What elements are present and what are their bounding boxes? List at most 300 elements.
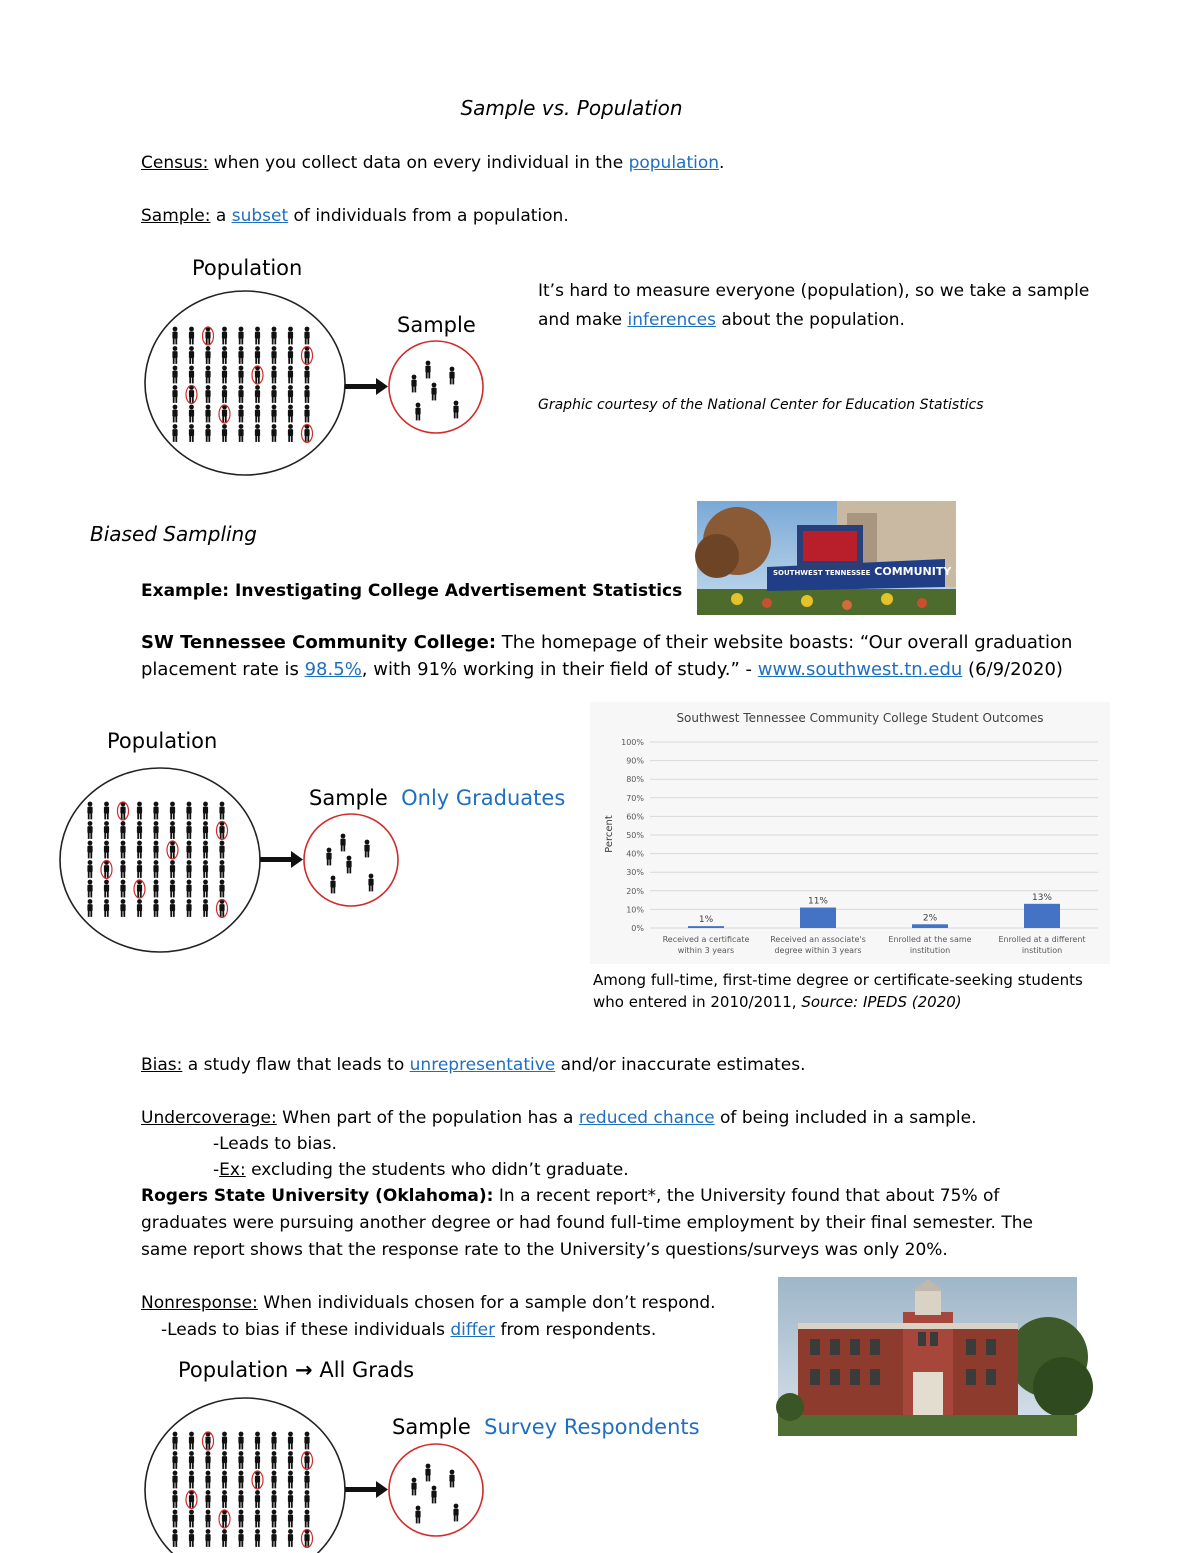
- figure1-diagram: [140, 285, 500, 480]
- quote-text-mid: , with 91% working in their field of study.” -: [361, 659, 758, 680]
- subset-link[interactable]: subset: [231, 206, 289, 226]
- person-icon: [120, 899, 125, 917]
- inferences-link[interactable]: inferences: [627, 310, 716, 330]
- person-icon: [222, 1529, 227, 1547]
- person-icon: [87, 821, 92, 839]
- figure3-population-label: [178, 1358, 414, 1382]
- person-icon: [87, 860, 92, 878]
- person-icon: [222, 366, 227, 384]
- college-sign-photo: [697, 501, 1011, 615]
- example-term: Ex:: [219, 1160, 246, 1180]
- person-icon: [104, 860, 109, 878]
- person-icon: [255, 385, 260, 403]
- person-icon: [238, 366, 243, 384]
- person-icon: [271, 366, 276, 384]
- person-icon: [255, 1451, 260, 1469]
- person-icon: [170, 880, 175, 898]
- person-icon: [219, 841, 224, 859]
- person-icon: [288, 366, 293, 384]
- person-icon: [271, 1510, 276, 1528]
- person-icon: [87, 841, 92, 859]
- person-icon: [222, 1471, 227, 1489]
- biased-sampling-heading: Biased Sampling: [90, 522, 257, 546]
- person-icon: [170, 821, 175, 839]
- chart-ytick-label: 100%: [621, 738, 644, 747]
- person-icon: [205, 366, 210, 384]
- arrow-right-icon: [260, 851, 303, 868]
- arrow-right-icon: [345, 378, 388, 395]
- person-icon: [205, 1529, 210, 1547]
- rogers-line3: same report shows that the response rate to the University’s questions/surveys was only 20%.: [141, 1240, 948, 1260]
- person-icon: [137, 860, 142, 878]
- chart-xtick-label: Received an associate's: [770, 935, 866, 944]
- chart-bar: [688, 926, 724, 928]
- population-people: [172, 327, 312, 443]
- rogers-text1: In a recent report*, the University found that about 75% of: [493, 1186, 1000, 1206]
- person-icon: [104, 899, 109, 917]
- population-people: [87, 802, 227, 918]
- person-icon: [153, 802, 158, 820]
- person-icon: [238, 327, 243, 345]
- person-icon: [288, 1490, 293, 1508]
- person-icon: [153, 880, 158, 898]
- person-icon: [219, 860, 224, 878]
- person-icon: [222, 1432, 227, 1450]
- person-icon: [137, 880, 142, 898]
- figure3-sample-note: Survey Respondents: [484, 1415, 700, 1439]
- person-icon: [238, 1451, 243, 1469]
- reduced-chance-link[interactable]: reduced chance: [578, 1108, 715, 1128]
- person-icon: [271, 1529, 276, 1547]
- person-icon: [288, 1451, 293, 1469]
- person-icon: [189, 1451, 194, 1469]
- sample-text-before: a: [210, 206, 232, 226]
- undercoverage-term: Undercoverage:: [141, 1108, 277, 1128]
- person-icon: [255, 366, 260, 384]
- side-note-line1: It’s hard to measure everyone (population), so we take a sample: [538, 281, 1090, 301]
- outcomes-chart: [590, 702, 1110, 964]
- example-text: excluding the students who didn’t graduate.: [245, 1160, 629, 1180]
- chart-caption-line1: Among full-time, first-time degree or certificate-seeking students: [593, 971, 1083, 989]
- chart-xtick-label: within 3 years: [677, 946, 735, 955]
- person-icon: [271, 385, 276, 403]
- person-icon: [368, 874, 373, 892]
- person-icon: [170, 899, 175, 917]
- quote-text-before: placement rate is: [141, 659, 305, 680]
- university-building-photo: [778, 1277, 1077, 1436]
- person-icon: [238, 1490, 243, 1508]
- person-icon: [304, 1432, 309, 1450]
- person-icon: [172, 1490, 177, 1508]
- person-icon: [364, 840, 369, 858]
- chart-data-label: 2%: [922, 913, 938, 924]
- person-icon: [304, 385, 309, 403]
- side-note-text-after: about the population.: [715, 310, 905, 330]
- person-icon: [219, 880, 224, 898]
- person-icon: [255, 346, 260, 364]
- chart-ytick-label: 70%: [626, 793, 644, 803]
- population-people: [172, 1432, 312, 1548]
- bias-text: a study flaw that leads to: [182, 1055, 410, 1075]
- chart-bar: [1024, 904, 1060, 928]
- person-icon: [271, 1451, 276, 1469]
- person-icon: [186, 841, 191, 859]
- side-note-text: and make: [538, 310, 628, 330]
- nonresponse-definition: [141, 1291, 716, 1315]
- nonresponse-point-after: from respondents.: [495, 1320, 657, 1340]
- person-icon: [87, 899, 92, 917]
- person-icon: [137, 821, 142, 839]
- person-icon: [104, 841, 109, 859]
- person-icon: [271, 1432, 276, 1450]
- person-icon: [238, 1471, 243, 1489]
- person-icon: [205, 1471, 210, 1489]
- person-icon: [222, 424, 227, 442]
- unrepresentative-link[interactable]: unrepresentative: [409, 1055, 556, 1075]
- person-icon: [271, 1490, 276, 1508]
- person-icon: [288, 1529, 293, 1547]
- person-icon: [255, 1490, 260, 1508]
- college-quote-line1: [141, 631, 1072, 655]
- population-link[interactable]: population: [628, 153, 720, 173]
- person-icon: [172, 424, 177, 442]
- undercoverage-text: When part of the population has a: [276, 1108, 579, 1128]
- chart-data-label: 13%: [1031, 892, 1053, 903]
- chart-ytick-label: 40%: [626, 849, 644, 859]
- building-image: [778, 1277, 1077, 1436]
- person-icon: [189, 1510, 194, 1528]
- person-icon: [170, 841, 175, 859]
- person-icon: [411, 1478, 416, 1496]
- person-icon: [186, 821, 191, 839]
- person-icon: [288, 1432, 293, 1450]
- person-icon: [304, 346, 309, 364]
- sample-term: Sample:: [141, 206, 211, 226]
- person-icon: [189, 1471, 194, 1489]
- sign-main: COMMUNITY COLLEGE: [874, 565, 1011, 578]
- chart-bar: [800, 908, 836, 928]
- person-icon: [172, 1510, 177, 1528]
- person-icon: [137, 841, 142, 859]
- person-icon: [205, 1451, 210, 1469]
- person-icon: [346, 856, 351, 874]
- quote-text: The homepage of their website boasts: “Our overall graduation: [496, 632, 1073, 653]
- person-icon: [288, 385, 293, 403]
- college-sign-image: [697, 501, 956, 615]
- person-icon: [222, 327, 227, 345]
- person-icon: [120, 821, 125, 839]
- person-icon: [255, 1529, 260, 1547]
- person-icon: [449, 367, 454, 385]
- person-icon: [205, 405, 210, 423]
- person-icon: [238, 1432, 243, 1450]
- person-icon: [87, 802, 92, 820]
- chart-ytick-label: 20%: [626, 886, 644, 896]
- sample-text-after: of individuals from a population.: [288, 206, 569, 226]
- figure2-sample-note: Only Graduates: [401, 786, 566, 810]
- person-icon: [255, 405, 260, 423]
- person-icon: [203, 841, 208, 859]
- person-icon: [186, 860, 191, 878]
- arrow-right-icon: →: [295, 1358, 313, 1382]
- person-icon: [431, 1486, 436, 1504]
- chart-caption-line2: [593, 991, 962, 1013]
- chart-xtick-label: institution: [1021, 946, 1063, 955]
- sample-circle: [304, 814, 398, 906]
- person-icon: [238, 346, 243, 364]
- person-icon: [304, 1510, 309, 1528]
- person-icon: [222, 346, 227, 364]
- person-icon: [120, 802, 125, 820]
- person-icon: [120, 841, 125, 859]
- person-icon: [271, 327, 276, 345]
- person-icon: [326, 848, 331, 866]
- chart-source: Source: IPEDS (2020): [801, 993, 962, 1011]
- rogers-name: Rogers State University (Oklahoma):: [141, 1186, 494, 1206]
- chart-title: Southwest Tennessee Community College Student Outcomes: [676, 711, 1044, 725]
- figure3-population-text: Population: [178, 1358, 289, 1382]
- figure2-diagram: [55, 760, 415, 955]
- chart-caption-text: who entered in 2010/2011,: [593, 993, 802, 1011]
- person-icon: [330, 876, 335, 894]
- sample-circle: [389, 1444, 483, 1536]
- figure2-sample-text: Sample: [309, 786, 388, 810]
- college-quote-line2: [141, 658, 1063, 682]
- person-icon: [271, 1471, 276, 1489]
- person-icon: [186, 802, 191, 820]
- person-icon: [304, 405, 309, 423]
- population-circle: [145, 291, 345, 475]
- person-icon: [255, 424, 260, 442]
- census-term: Census:: [141, 153, 209, 173]
- sample-definition: [141, 204, 569, 228]
- person-icon: [304, 1529, 309, 1547]
- nonresponse-point-text: -Leads to bias if these individuals: [161, 1320, 451, 1340]
- person-icon: [172, 327, 177, 345]
- person-icon: [304, 327, 309, 345]
- person-icon: [120, 880, 125, 898]
- chart-ytick-label: 60%: [626, 812, 644, 822]
- person-icon: [189, 385, 194, 403]
- person-icon: [222, 1490, 227, 1508]
- person-icon: [172, 1471, 177, 1489]
- person-icon: [288, 327, 293, 345]
- person-icon: [415, 1506, 420, 1524]
- sample-people: [411, 1464, 458, 1524]
- person-icon: [104, 802, 109, 820]
- person-icon: [172, 1451, 177, 1469]
- person-icon: [304, 1490, 309, 1508]
- bias-term: Bias:: [141, 1055, 183, 1075]
- person-icon: [203, 860, 208, 878]
- person-icon: [449, 1470, 454, 1488]
- person-icon: [425, 361, 430, 379]
- chart-xtick-label: Enrolled at a different: [998, 935, 1086, 944]
- person-icon: [186, 899, 191, 917]
- arrow-right-icon: [345, 1481, 388, 1498]
- population-circle: [60, 768, 260, 952]
- person-icon: [219, 899, 224, 917]
- person-icon: [137, 899, 142, 917]
- person-icon: [137, 802, 142, 820]
- person-icon: [189, 405, 194, 423]
- person-icon: [288, 1510, 293, 1528]
- person-icon: [205, 1490, 210, 1508]
- side-note-line2: [538, 308, 905, 332]
- person-icon: [271, 405, 276, 423]
- bias-text-after: and/or inaccurate estimates.: [555, 1055, 806, 1075]
- person-icon: [189, 346, 194, 364]
- differ-link[interactable]: differ: [450, 1320, 496, 1340]
- person-icon: [172, 385, 177, 403]
- person-icon: [453, 401, 458, 419]
- college-name: SW Tennessee Community College:: [141, 632, 497, 653]
- rogers-line1: [141, 1184, 999, 1208]
- person-icon: [189, 366, 194, 384]
- person-icon: [87, 880, 92, 898]
- undercoverage-text-after: of being included in a sample.: [714, 1108, 977, 1128]
- nonresponse-term: Nonresponse:: [141, 1293, 258, 1313]
- chart-xtick-label: Received a certificate: [662, 935, 750, 944]
- person-icon: [238, 424, 243, 442]
- person-icon: [271, 424, 276, 442]
- person-icon: [172, 1432, 177, 1450]
- sample-people: [411, 361, 458, 421]
- person-icon: [153, 899, 158, 917]
- figure1-sample-label: Sample: [397, 313, 476, 337]
- graphic-credit: Graphic courtesy of the National Center for Education Statistics: [538, 397, 984, 413]
- chart-ytick-label: 30%: [626, 868, 644, 878]
- person-icon: [271, 346, 276, 364]
- person-icon: [205, 1510, 210, 1528]
- person-icon: [288, 1471, 293, 1489]
- person-icon: [288, 424, 293, 442]
- person-icon: [304, 1451, 309, 1469]
- figure2-population-label: Population: [107, 729, 218, 753]
- person-icon: [189, 1490, 194, 1508]
- point-dash: -: [213, 1160, 220, 1180]
- chart-ytick-label: 0%: [631, 924, 644, 933]
- person-icon: [304, 424, 309, 442]
- person-icon: [205, 1432, 210, 1450]
- person-icon: [340, 834, 345, 852]
- undercoverage-point1: -Leads to bias.: [213, 1134, 337, 1154]
- person-icon: [205, 327, 210, 345]
- quote-date: (6/9/2020): [962, 659, 1063, 680]
- website-link[interactable]: www.southwest.tn.edu: [757, 659, 963, 680]
- person-icon: [304, 1471, 309, 1489]
- chart-xtick-label: institution: [909, 946, 951, 955]
- person-icon: [415, 403, 420, 421]
- person-icon: [425, 1464, 430, 1482]
- chart-data-label: 1%: [698, 915, 714, 926]
- person-icon: [172, 366, 177, 384]
- person-icon: [238, 1510, 243, 1528]
- person-icon: [288, 346, 293, 364]
- chart-ytick-label: 50%: [626, 831, 644, 840]
- nonresponse-text: When individuals chosen for a sample don’t respond.: [257, 1293, 716, 1313]
- figure3-sample-text: Sample: [392, 1415, 471, 1439]
- person-icon: [219, 802, 224, 820]
- person-icon: [203, 821, 208, 839]
- person-icon: [189, 424, 194, 442]
- person-icon: [288, 405, 293, 423]
- person-icon: [104, 880, 109, 898]
- person-icon: [189, 1432, 194, 1450]
- nonresponse-point: [161, 1318, 656, 1342]
- person-icon: [255, 327, 260, 345]
- chart-xtick-label: degree within 3 years: [774, 946, 862, 955]
- person-icon: [172, 1529, 177, 1547]
- bias-definition: [141, 1053, 806, 1077]
- person-icon: [172, 346, 177, 364]
- sign-prefix: SOUTHWEST TENNESSEE: [773, 569, 871, 577]
- person-icon: [186, 880, 191, 898]
- placement-rate-link[interactable]: 98.5%: [304, 659, 362, 680]
- chart-data-label: 11%: [807, 896, 829, 907]
- person-icon: [431, 383, 436, 401]
- figure1-population-label: Population: [192, 256, 303, 280]
- person-icon: [189, 1529, 194, 1547]
- person-icon: [203, 802, 208, 820]
- rogers-line2: graduates were pursuing another degree or had found full-time employment by their final semester. The: [141, 1213, 1033, 1233]
- person-icon: [120, 860, 125, 878]
- person-icon: [205, 385, 210, 403]
- person-icon: [238, 1529, 243, 1547]
- chart-ytick-label: 90%: [626, 756, 644, 766]
- person-icon: [304, 366, 309, 384]
- person-icon: [255, 1471, 260, 1489]
- person-icon: [189, 327, 194, 345]
- person-icon: [238, 405, 243, 423]
- person-icon: [222, 1510, 227, 1528]
- person-icon: [255, 1432, 260, 1450]
- person-icon: [153, 860, 158, 878]
- person-icon: [170, 802, 175, 820]
- chart-bar: [912, 924, 948, 928]
- person-icon: [104, 821, 109, 839]
- person-icon: [222, 385, 227, 403]
- sign-text: [773, 565, 1011, 580]
- person-icon: [222, 1451, 227, 1469]
- person-icon: [411, 375, 416, 393]
- census-period: .: [719, 153, 725, 173]
- figure3-population-note: All Grads: [319, 1358, 415, 1382]
- chart-ylabel: Percent: [604, 815, 615, 853]
- person-icon: [170, 860, 175, 878]
- person-icon: [172, 405, 177, 423]
- person-icon: [153, 841, 158, 859]
- chart-ytick-label: 10%: [626, 905, 644, 915]
- sample-circle: [389, 341, 483, 433]
- person-icon: [203, 880, 208, 898]
- census-definition: [141, 151, 724, 175]
- person-icon: [238, 385, 243, 403]
- person-icon: [222, 405, 227, 423]
- sample-people: [326, 834, 373, 894]
- person-icon: [219, 821, 224, 839]
- undercoverage-definition: [141, 1106, 976, 1130]
- undercoverage-point2: [213, 1158, 629, 1182]
- person-icon: [255, 1510, 260, 1528]
- example-heading: Example: Investigating College Advertisement Statistics: [141, 581, 683, 601]
- person-icon: [205, 424, 210, 442]
- person-icon: [203, 899, 208, 917]
- chart-xtick-label: Enrolled at the same: [888, 935, 972, 944]
- person-icon: [153, 821, 158, 839]
- census-text: when you collect data on every individual in the: [208, 153, 629, 173]
- figure3-diagram: [140, 1390, 500, 1553]
